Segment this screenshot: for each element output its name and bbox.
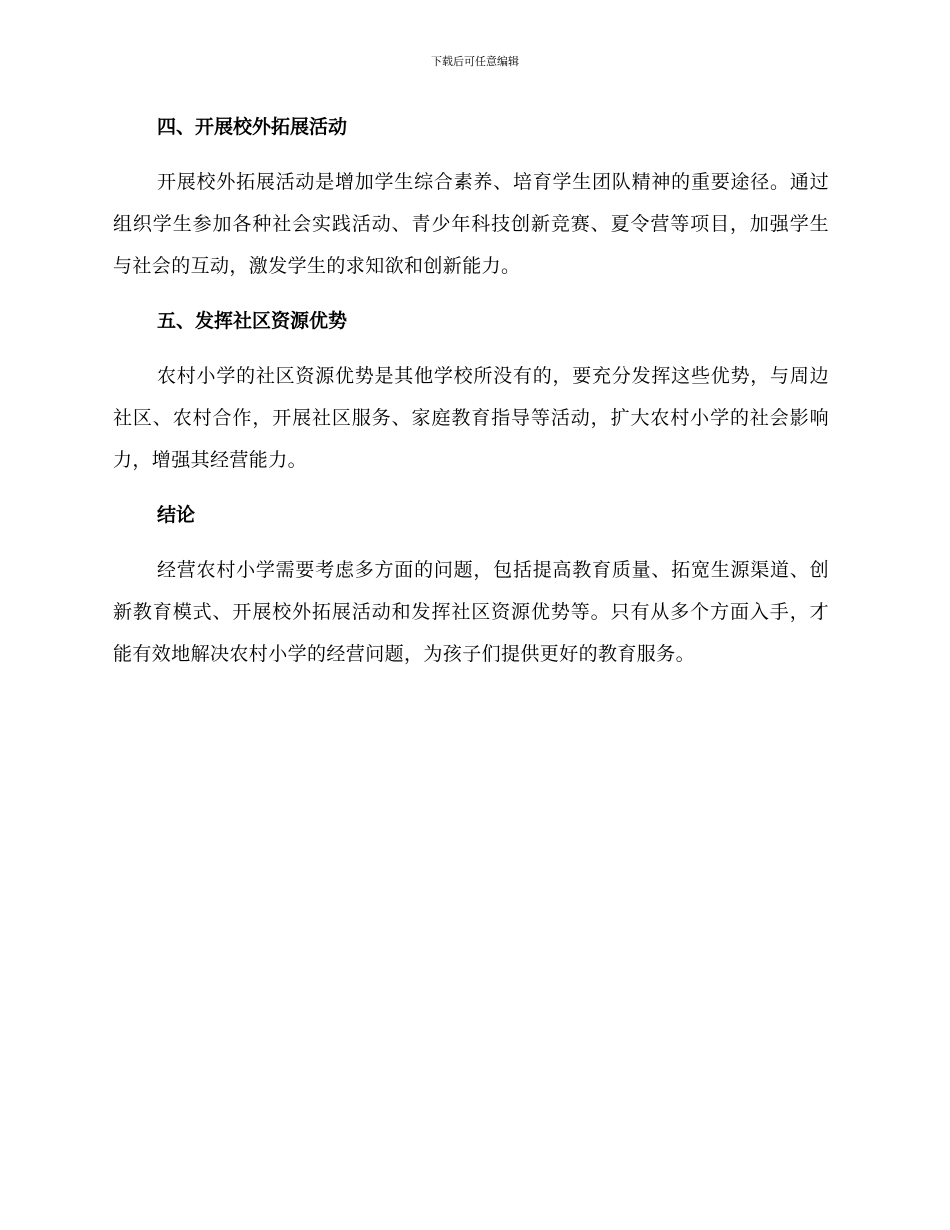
document-content [113, 110, 829, 692]
section-paragraph-extracurricular: 开展校外拓展活动是增加学生综合素养、培育学生团队精神的重要途径。通过组织学生参加各种社会实践活动、青少年科技创新竞赛、夏令营等项目，加强学生与社会的互动，激发学生的求知欲和创新能力。 [113, 171, 829, 277]
section-heading-conclusion: 结论 [157, 504, 196, 526]
section-paragraph-community: 农村小学的社区资源优势是其他学校所没有的，要充分发挥这些优势，与周边社区、农村合作，开展社区服务、家庭教育指导等活动，扩大农村小学的社会影响力，增强其经营能力。 [113, 365, 829, 471]
section-heading-community: 五、发挥社区资源优势 [157, 310, 348, 332]
page-header: 下载后可任意编辑 [431, 55, 519, 68]
section-paragraph-conclusion: 经营农村小学需要考虑多方面的问题，包括提高教育质量、拓宽生源渠道、创新教育模式、开展校外拓展活动和发挥社区资源优势等。只有从多个方面入手，才能有效地解决农村小学的经营问题，为孩子们提供更好的教育服务。 [113, 559, 829, 665]
section-heading-extracurricular: 四、开展校外拓展活动 [157, 116, 348, 138]
